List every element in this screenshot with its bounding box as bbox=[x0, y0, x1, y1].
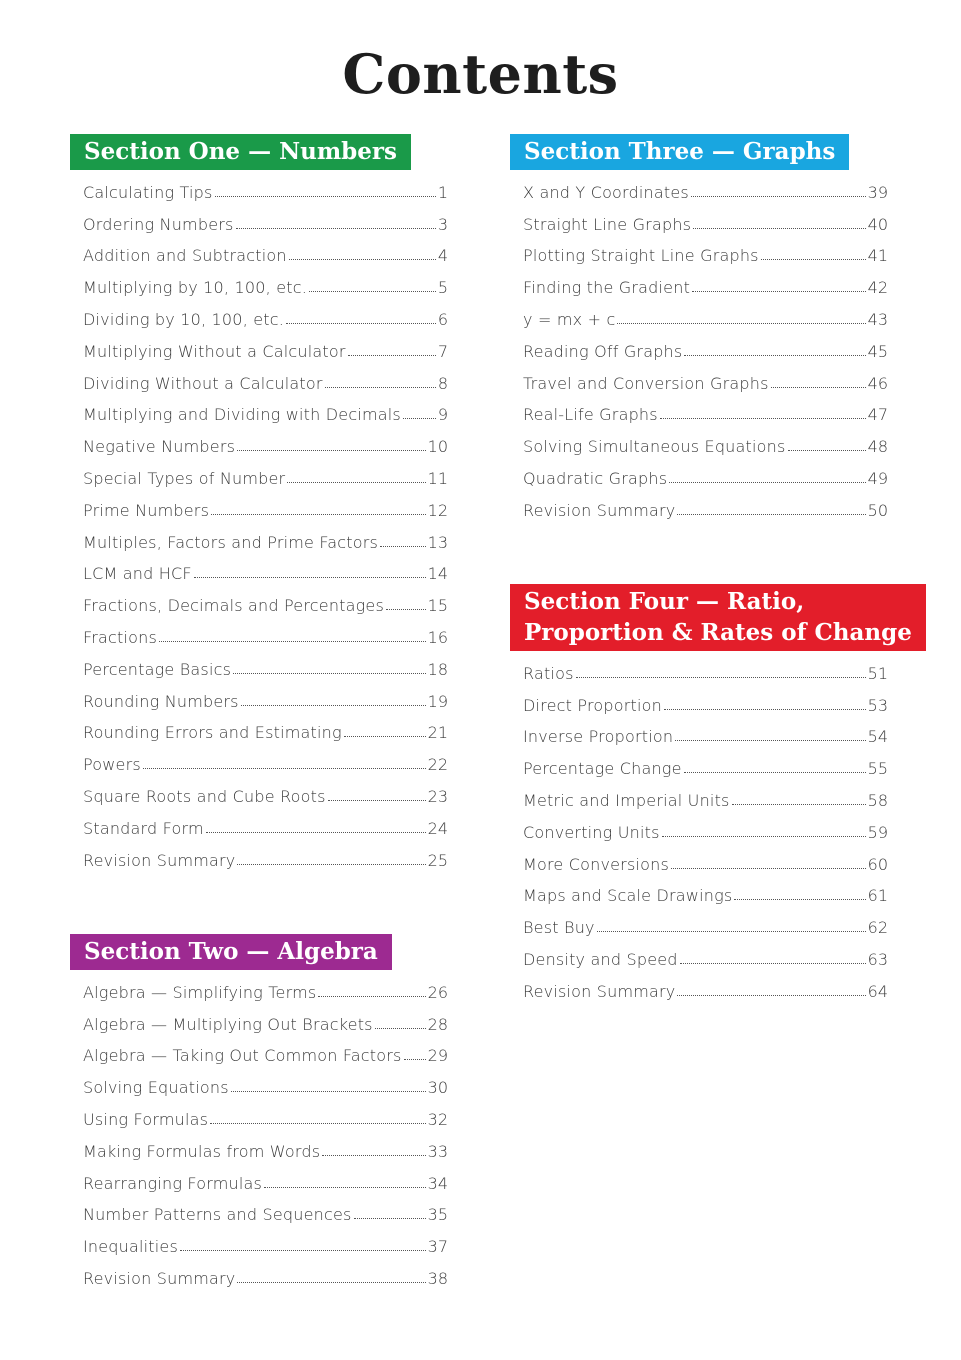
entry-page-number: 10 bbox=[427, 437, 448, 457]
entry-page-number: 28 bbox=[427, 1014, 448, 1034]
entry-page-number: 19 bbox=[427, 691, 448, 711]
contents-entry[interactable] bbox=[70, 206, 448, 238]
entry-page-number: 45 bbox=[867, 341, 888, 361]
entry-title: Straight Line Graphs bbox=[523, 214, 692, 234]
entry-page-number: 11 bbox=[427, 468, 448, 488]
entry-title: Ratios bbox=[523, 663, 574, 683]
entry-page-number: 47 bbox=[867, 405, 888, 425]
dot-leader bbox=[348, 355, 436, 356]
entry-title: Revision Summary bbox=[83, 1268, 236, 1288]
entry-page-number: 32 bbox=[427, 1109, 448, 1129]
entry-page-number: 48 bbox=[867, 437, 888, 457]
entry-title: Powers bbox=[83, 755, 141, 775]
entry-title: Revision Summary bbox=[523, 500, 676, 520]
contents-entry[interactable] bbox=[510, 301, 888, 333]
dot-leader bbox=[287, 482, 425, 483]
dot-leader bbox=[215, 196, 436, 197]
entry-title: Multiplying Without a Calculator bbox=[83, 341, 346, 361]
dot-leader bbox=[375, 1028, 426, 1029]
dot-leader bbox=[693, 228, 865, 229]
entry-page-number: 39 bbox=[867, 182, 888, 202]
entry-page-number: 62 bbox=[867, 918, 888, 938]
dot-leader bbox=[309, 291, 436, 292]
entry-title: Ordering Numbers bbox=[83, 214, 234, 234]
dot-leader bbox=[237, 1282, 425, 1283]
entry-title: Dividing by 10, 100, etc. bbox=[83, 309, 285, 329]
dot-leader bbox=[344, 736, 426, 737]
entry-title: Revision Summary bbox=[523, 981, 676, 1001]
entry-page-number: 26 bbox=[427, 982, 448, 1002]
contents-entry[interactable] bbox=[510, 687, 888, 719]
dot-leader bbox=[734, 899, 865, 900]
entry-title: Addition and Subtraction bbox=[83, 246, 287, 266]
contents-entry[interactable] bbox=[70, 619, 448, 651]
contents-entry[interactable] bbox=[70, 556, 448, 588]
entry-page-number: 25 bbox=[427, 850, 448, 870]
entry-title: Special Types of Number bbox=[83, 468, 286, 488]
entry-title: Algebra — Simplifying Terms bbox=[83, 982, 317, 1002]
contents-entry[interactable] bbox=[70, 587, 448, 619]
section-header bbox=[70, 134, 411, 170]
entry-page-number: 41 bbox=[867, 246, 888, 266]
contents-entry[interactable] bbox=[70, 842, 448, 874]
contents-entry[interactable] bbox=[70, 301, 448, 333]
dot-leader bbox=[286, 323, 436, 324]
entry-page-number: 16 bbox=[427, 627, 448, 647]
contents-entry[interactable] bbox=[70, 524, 448, 556]
entry-page-number: 55 bbox=[867, 759, 888, 779]
entry-title: Converting Units bbox=[523, 822, 660, 842]
entry-title: Maps and Scale Drawings bbox=[523, 886, 733, 906]
section-header bbox=[510, 134, 849, 170]
dot-leader bbox=[684, 355, 865, 356]
dot-leader bbox=[771, 387, 866, 388]
entry-title: Rounding Numbers bbox=[83, 691, 239, 711]
entry-title: X and Y Coordinates bbox=[523, 182, 689, 202]
dot-leader bbox=[231, 1091, 426, 1092]
entry-page-number: 38 bbox=[427, 1268, 448, 1288]
entry-page-number: 58 bbox=[867, 790, 888, 810]
dot-leader bbox=[386, 609, 426, 610]
dot-leader bbox=[159, 641, 426, 642]
dot-leader bbox=[677, 514, 865, 515]
contents-entry[interactable] bbox=[70, 1038, 448, 1070]
entry-page-number: 60 bbox=[867, 854, 888, 874]
dot-leader bbox=[404, 1059, 426, 1060]
contents-entry[interactable] bbox=[70, 269, 448, 301]
section-header bbox=[70, 934, 392, 970]
dot-leader bbox=[211, 514, 426, 515]
contents-entry[interactable] bbox=[70, 1101, 448, 1133]
dot-leader bbox=[206, 832, 426, 833]
entry-title: Direct Proportion bbox=[523, 695, 662, 715]
dot-leader bbox=[680, 963, 866, 964]
contents-entry[interactable] bbox=[510, 492, 888, 524]
dot-leader bbox=[617, 323, 865, 324]
dot-leader bbox=[664, 709, 866, 710]
contents-entry[interactable] bbox=[70, 397, 448, 429]
entry-page-number: 9 bbox=[437, 405, 448, 425]
dot-leader bbox=[403, 418, 436, 419]
entry-page-number: 6 bbox=[437, 309, 448, 329]
entry-title: LCM and HCF bbox=[83, 564, 192, 584]
dot-leader bbox=[660, 418, 866, 419]
contents-entry[interactable] bbox=[70, 746, 448, 778]
dot-leader bbox=[322, 1155, 425, 1156]
contents-entry[interactable] bbox=[70, 365, 448, 397]
entry-page-number: 64 bbox=[867, 981, 888, 1001]
dot-leader bbox=[143, 768, 426, 769]
entry-title: Calculating Tips bbox=[83, 182, 213, 202]
entry-title: Travel and Conversion Graphs bbox=[523, 373, 769, 393]
dot-leader bbox=[380, 546, 426, 547]
entry-title: Algebra — Multiplying Out Brackets bbox=[83, 1014, 373, 1034]
entry-title: Revision Summary bbox=[83, 850, 236, 870]
contents-entry[interactable] bbox=[510, 814, 888, 846]
dot-leader bbox=[233, 673, 426, 674]
entry-title: Quadratic Graphs bbox=[523, 468, 668, 488]
contents-entry[interactable] bbox=[70, 428, 448, 460]
contents-entry[interactable] bbox=[510, 750, 888, 782]
dot-leader bbox=[761, 259, 866, 260]
section-header-line: Proportion & Rates of Change bbox=[524, 619, 912, 646]
contents-entry[interactable] bbox=[510, 460, 888, 492]
entry-title: Best Buy bbox=[523, 918, 595, 938]
entry-page-number: 30 bbox=[427, 1078, 448, 1098]
dot-leader bbox=[677, 995, 865, 996]
entry-title: Percentage Basics bbox=[83, 659, 232, 679]
dot-leader bbox=[328, 800, 426, 801]
contents-entry[interactable] bbox=[510, 782, 888, 814]
entry-title: Solving Equations bbox=[83, 1078, 229, 1098]
contents-entry[interactable] bbox=[510, 333, 888, 365]
entry-title: Negative Numbers bbox=[83, 437, 236, 457]
entry-page-number: 12 bbox=[427, 500, 448, 520]
dot-leader bbox=[597, 931, 866, 932]
entry-page-number: 34 bbox=[427, 1173, 448, 1193]
entry-page-number: 14 bbox=[427, 564, 448, 584]
entry-page-number: 22 bbox=[427, 755, 448, 775]
dot-leader bbox=[180, 1250, 426, 1251]
entry-title: Real-Life Graphs bbox=[523, 405, 658, 425]
section-header-line: Section Four — Ratio, bbox=[524, 588, 805, 615]
section-header bbox=[510, 584, 926, 651]
dot-leader bbox=[237, 450, 425, 451]
contents-entry[interactable] bbox=[70, 778, 448, 810]
entry-page-number: 18 bbox=[427, 659, 448, 679]
contents-entry[interactable] bbox=[510, 846, 888, 878]
entry-title: Reading Off Graphs bbox=[523, 341, 683, 361]
entry-page-number: 29 bbox=[427, 1046, 448, 1066]
entry-page-number: 53 bbox=[867, 695, 888, 715]
contents-entry[interactable] bbox=[70, 174, 448, 206]
entry-title: Square Roots and Cube Roots bbox=[83, 786, 326, 806]
dot-leader bbox=[671, 868, 866, 869]
entry-page-number: 33 bbox=[427, 1141, 448, 1161]
contents-entry[interactable] bbox=[510, 397, 888, 429]
dot-leader bbox=[669, 482, 865, 483]
contents-list bbox=[510, 174, 888, 524]
entry-page-number: 5 bbox=[437, 278, 448, 298]
entry-title: Using Formulas bbox=[83, 1109, 209, 1129]
contents-entry[interactable] bbox=[70, 1006, 448, 1038]
contents-entry[interactable] bbox=[510, 238, 888, 270]
section-four-ratio-proportion bbox=[510, 584, 912, 1005]
dot-leader bbox=[318, 996, 425, 997]
contents-entry[interactable] bbox=[510, 909, 888, 941]
entry-page-number: 63 bbox=[867, 949, 888, 969]
entry-page-number: 42 bbox=[867, 278, 888, 298]
contents-entry[interactable] bbox=[70, 1069, 448, 1101]
entry-title: Metric and Imperial Units bbox=[523, 790, 730, 810]
dot-leader bbox=[691, 196, 866, 197]
contents-entry[interactable] bbox=[70, 683, 448, 715]
entry-page-number: 40 bbox=[867, 214, 888, 234]
contents-entry[interactable] bbox=[510, 269, 888, 301]
entry-page-number: 8 bbox=[437, 373, 448, 393]
contents-entry[interactable] bbox=[510, 973, 888, 1005]
entry-page-number: 51 bbox=[867, 663, 888, 683]
dot-leader bbox=[354, 1218, 426, 1219]
dot-leader bbox=[788, 450, 866, 451]
contents-entry[interactable] bbox=[510, 365, 888, 397]
contents-entry[interactable] bbox=[70, 333, 448, 365]
dot-leader bbox=[210, 1123, 425, 1124]
entry-title: Multiplying and Dividing with Decimals bbox=[83, 405, 401, 425]
section-two-algebra bbox=[70, 934, 448, 1292]
entry-title: Inequalities bbox=[83, 1237, 178, 1257]
entry-page-number: 61 bbox=[867, 886, 888, 906]
entry-title: Inverse Proportion bbox=[523, 727, 674, 747]
contents-entry[interactable] bbox=[70, 651, 448, 683]
entry-title: Fractions bbox=[83, 627, 158, 647]
dot-leader bbox=[241, 705, 426, 706]
entry-title: Finding the Gradient bbox=[523, 278, 691, 298]
section-one-numbers bbox=[70, 134, 448, 874]
entry-title: Dividing Without a Calculator bbox=[83, 373, 323, 393]
entry-title: Prime Numbers bbox=[83, 500, 210, 520]
entry-page-number: 35 bbox=[427, 1205, 448, 1225]
entry-page-number: 21 bbox=[427, 723, 448, 743]
entry-title: Multiples, Factors and Prime Factors bbox=[83, 532, 379, 552]
contents-entry[interactable] bbox=[70, 492, 448, 524]
contents-entry[interactable] bbox=[70, 238, 448, 270]
contents-list bbox=[70, 174, 448, 874]
contents-entry[interactable] bbox=[510, 719, 888, 751]
entry-title: Standard Form bbox=[83, 818, 204, 838]
entry-page-number: 1 bbox=[437, 182, 448, 202]
entry-title: Percentage Change bbox=[523, 759, 682, 779]
contents-entry[interactable] bbox=[70, 715, 448, 747]
dot-leader bbox=[236, 228, 436, 229]
dot-leader bbox=[237, 864, 425, 865]
entry-title: More Conversions bbox=[523, 854, 669, 874]
contents-entry[interactable] bbox=[70, 810, 448, 842]
entry-title: Rearranging Formulas bbox=[83, 1173, 263, 1193]
entry-page-number: 46 bbox=[867, 373, 888, 393]
page-title: Contents bbox=[342, 42, 619, 106]
entry-page-number: 7 bbox=[437, 341, 448, 361]
contents-entry[interactable] bbox=[510, 941, 888, 973]
entry-title: Solving Simultaneous Equations bbox=[523, 437, 786, 457]
section-header-line: Section Two — Algebra bbox=[84, 938, 378, 965]
entry-title: Algebra — Taking Out Common Factors bbox=[83, 1046, 402, 1066]
contents-entry[interactable] bbox=[70, 974, 448, 1006]
entry-page-number: 50 bbox=[867, 500, 888, 520]
entry-page-number: 23 bbox=[427, 786, 448, 806]
dot-leader bbox=[662, 836, 866, 837]
contents-entry[interactable] bbox=[70, 1165, 448, 1197]
dot-leader bbox=[732, 804, 866, 805]
entry-page-number: 49 bbox=[867, 468, 888, 488]
section-header-line: Section One — Numbers bbox=[84, 138, 397, 165]
entry-page-number: 54 bbox=[867, 727, 888, 747]
contents-entry[interactable] bbox=[510, 206, 888, 238]
contents-entry[interactable] bbox=[510, 878, 888, 910]
entry-title: Plotting Straight Line Graphs bbox=[523, 246, 759, 266]
entry-page-number: 13 bbox=[427, 532, 448, 552]
entry-title: Fractions, Decimals and Percentages bbox=[83, 596, 385, 616]
dot-leader bbox=[289, 259, 436, 260]
contents-entry[interactable] bbox=[70, 1197, 448, 1229]
dot-leader bbox=[576, 677, 866, 678]
entry-title: Density and Speed bbox=[523, 949, 678, 969]
entry-page-number: 15 bbox=[427, 596, 448, 616]
entry-title: Multiplying by 10, 100, etc. bbox=[83, 278, 308, 298]
dot-leader bbox=[675, 740, 865, 741]
dot-leader bbox=[692, 291, 866, 292]
entry-page-number: 37 bbox=[427, 1237, 448, 1257]
contents-list bbox=[70, 974, 448, 1292]
dot-leader bbox=[325, 387, 436, 388]
entry-page-number: 24 bbox=[427, 818, 448, 838]
dot-leader bbox=[264, 1187, 426, 1188]
entry-page-number: 59 bbox=[867, 822, 888, 842]
entry-title: Making Formulas from Words bbox=[83, 1141, 321, 1161]
entry-title: y = mx + c bbox=[523, 309, 616, 329]
contents-entry[interactable] bbox=[70, 1260, 448, 1292]
contents-entry[interactable] bbox=[70, 1228, 448, 1260]
entry-title: Rounding Errors and Estimating bbox=[83, 723, 342, 743]
entry-page-number: 3 bbox=[437, 214, 448, 234]
contents-entry[interactable] bbox=[510, 428, 888, 460]
contents-entry[interactable] bbox=[70, 1133, 448, 1165]
section-three-graphs bbox=[510, 134, 888, 524]
entry-title: Number Patterns and Sequences bbox=[83, 1205, 352, 1225]
dot-leader bbox=[194, 577, 426, 578]
entry-page-number: 4 bbox=[437, 246, 448, 266]
contents-entry[interactable] bbox=[70, 460, 448, 492]
contents-entry[interactable] bbox=[510, 174, 888, 206]
section-header-line: Section Three — Graphs bbox=[524, 138, 836, 165]
contents-entry[interactable] bbox=[510, 655, 888, 687]
contents-list bbox=[510, 655, 888, 1005]
dot-leader bbox=[684, 772, 866, 773]
entry-page-number: 43 bbox=[867, 309, 888, 329]
